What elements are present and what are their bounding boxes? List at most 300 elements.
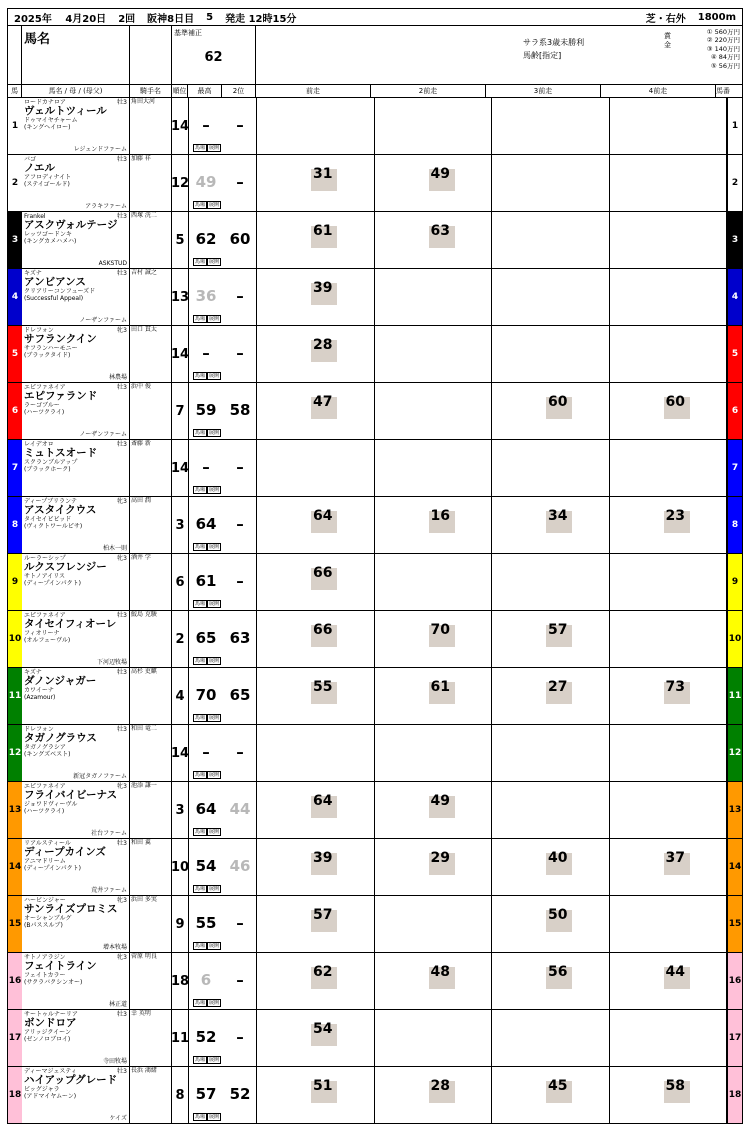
- tag-1: 馬場: [195, 202, 206, 208]
- dam-name: アリッジクイーン: [24, 1029, 71, 1036]
- past-race-4: [610, 1010, 728, 1066]
- tag-1: 馬場: [195, 430, 206, 436]
- past-race-1: [257, 326, 375, 382]
- past-race-3: [492, 269, 610, 325]
- tag-1: 馬場: [195, 829, 206, 835]
- past-race-3: [492, 839, 610, 895]
- order-rank: 7: [172, 383, 189, 439]
- past-score: 29: [430, 850, 450, 866]
- jockey-cell: [130, 383, 172, 439]
- best-scores: [189, 839, 257, 895]
- jockey-cell: [130, 98, 172, 154]
- breeder: アラキファーム: [85, 203, 127, 210]
- race-date: 2025年 4月20日: [14, 13, 107, 25]
- jockey-name: 加藤 祥: [131, 155, 151, 162]
- dam-name: スクランブルアップ: [24, 459, 78, 466]
- past-race-1: [257, 1067, 375, 1123]
- past-race-2: [375, 725, 493, 781]
- dam-name: カワイーナ: [24, 687, 54, 694]
- sex-age: 牡3: [117, 213, 127, 220]
- table-row: [7, 326, 743, 383]
- damsire-name: (キングカメハメハ): [24, 238, 77, 245]
- horse-name[interactable]: ミュトスオード: [24, 447, 98, 459]
- best-tags: [193, 942, 221, 950]
- horse-name[interactable]: エピファランド: [24, 390, 98, 402]
- horse-number-right: 10: [727, 611, 742, 667]
- horse-number: 3: [8, 212, 22, 268]
- past-race-1: [257, 497, 375, 553]
- best-score: 57: [195, 1085, 217, 1103]
- order-rank: 13: [172, 269, 189, 325]
- sex-age: 牝3: [117, 783, 127, 790]
- past-score: 64: [313, 793, 333, 809]
- past-score: 61: [430, 679, 450, 695]
- jockey-cell: [130, 896, 172, 952]
- dam-name: ドゥマイヤチャーム: [24, 117, 78, 124]
- past-race-1: [257, 839, 375, 895]
- past-score: 28: [313, 337, 333, 353]
- past-race-1: [257, 554, 375, 610]
- tag-1: 馬場: [195, 601, 206, 607]
- race-number: 5: [206, 11, 214, 23]
- breeder: ケイズ: [109, 1115, 127, 1122]
- horse-number: 15: [8, 896, 22, 952]
- best-score: –: [202, 458, 210, 476]
- past-score: 39: [313, 280, 333, 296]
- best-score: 52: [195, 1028, 217, 1046]
- best-score: 55: [195, 914, 217, 932]
- sex-age: 牝3: [117, 954, 127, 961]
- order-rank: 18: [172, 953, 189, 1009]
- sex-age: 牡3: [117, 270, 127, 277]
- jockey-cell: [130, 326, 172, 382]
- past-score: 51: [313, 1078, 333, 1094]
- jockey-name: 鮫島 克駿: [131, 611, 157, 618]
- past-race-4: [610, 326, 728, 382]
- past-score: 64: [313, 508, 333, 524]
- horse-info: [22, 155, 130, 211]
- past-race-2: [375, 497, 493, 553]
- horse-number-right: 3: [727, 212, 742, 268]
- jockey-cell: [130, 269, 172, 325]
- tag-2: 展開: [209, 145, 220, 151]
- best-scores: [189, 725, 257, 781]
- course: 芝・右外: [645, 13, 686, 25]
- horse-number: 6: [8, 383, 22, 439]
- horse-info: [22, 611, 130, 667]
- gate-col-head: [8, 26, 22, 84]
- horse-name[interactable]: ノエル: [24, 162, 55, 174]
- col-jockey: 騎手名: [130, 85, 172, 97]
- past-score: 28: [430, 1078, 450, 1094]
- horse-col-head: [22, 26, 130, 84]
- sire-name: サートゥルナーリア: [24, 1011, 78, 1018]
- horse-name[interactable]: フェイトライン: [24, 960, 97, 972]
- horse-name[interactable]: サフランクイン: [24, 333, 97, 345]
- sex-age: 牝3: [117, 327, 127, 334]
- damsire-name: (ゼンノロブロイ): [24, 1036, 71, 1043]
- tag-2: 展開: [209, 487, 220, 493]
- best-tags: [193, 657, 221, 665]
- best-scores: [189, 611, 257, 667]
- best-scores: [189, 269, 257, 325]
- race-sheet: [7, 8, 743, 1122]
- horse-info: [22, 668, 130, 724]
- horse-number: 8: [8, 497, 22, 553]
- past-race-1: [257, 725, 375, 781]
- table-row: [7, 269, 743, 326]
- breeder: ノーザンファーム: [79, 317, 127, 324]
- past-race-4: [610, 611, 728, 667]
- jockey-name: 高杉 吏麒: [131, 668, 157, 675]
- dam-name: アニマドリーム: [24, 858, 66, 865]
- horse-name[interactable]: サンライズプロミス: [24, 903, 118, 915]
- race-name: サラ系3歳未勝利: [523, 38, 585, 47]
- best-score: 61: [195, 572, 217, 590]
- dam-name: フェイトカラー: [24, 972, 66, 979]
- best-tags: [193, 999, 221, 1007]
- sex-age: 牡3: [117, 726, 127, 733]
- horse-number-right: 4: [727, 269, 742, 325]
- horse-name[interactable]: ディープカインズ: [24, 846, 106, 858]
- horse-info: [22, 725, 130, 781]
- past-race-2: [375, 98, 493, 154]
- best-tags: [193, 1113, 221, 1121]
- order-rank: 5: [172, 212, 189, 268]
- past-race-4: [610, 554, 728, 610]
- prize-4: ④ 84万円: [710, 53, 740, 62]
- table-row: [7, 839, 743, 896]
- past-race-1: [257, 440, 375, 496]
- table-row: [7, 782, 743, 839]
- col-order: 順位: [172, 87, 187, 95]
- jockey-cell: [130, 554, 172, 610]
- table-row: [7, 896, 743, 953]
- horse-number-right: 18: [727, 1067, 742, 1123]
- horse-number-right: 11: [727, 668, 742, 724]
- damsire-name: (Bパススルブ): [24, 922, 63, 929]
- horse-name[interactable]: アンビアンス: [24, 276, 86, 288]
- horse-number: 1: [8, 98, 22, 154]
- past-score: 66: [313, 622, 333, 638]
- horse-number: 13: [8, 782, 22, 838]
- past-race-2: [375, 1067, 493, 1123]
- past-score: 49: [430, 793, 450, 809]
- past-race-2: [375, 326, 493, 382]
- dam-name: フィオリーナ: [24, 630, 60, 637]
- prize-3: ③ 140万円: [706, 44, 740, 53]
- breeder: 增本牧場: [102, 944, 127, 951]
- best-scores: [189, 1010, 257, 1066]
- sire-name: ルーラーシップ: [24, 555, 66, 562]
- horse-name[interactable]: フライバイビーナス: [24, 789, 118, 801]
- damsire-name: (ディープインパクト): [24, 865, 81, 872]
- sire-name: キズナ: [24, 669, 42, 676]
- horse-info: [22, 1010, 130, 1066]
- tag-2: 展開: [209, 829, 220, 835]
- past-score: 40: [548, 850, 568, 866]
- horse-number: 11: [8, 668, 22, 724]
- tag-2: 展開: [209, 886, 220, 892]
- order-rank: 11: [172, 1010, 189, 1066]
- tag-1: 馬場: [195, 259, 206, 265]
- best-tags: [193, 144, 221, 152]
- table-row: [7, 668, 743, 725]
- table-row: [7, 155, 743, 212]
- past-score: 62: [313, 964, 333, 980]
- past-score: 31: [313, 166, 333, 182]
- second-score: –: [236, 458, 244, 476]
- horse-number-right: 14: [727, 839, 742, 895]
- horse-name[interactable]: アスクヴォルテージ: [24, 219, 118, 231]
- sex-age: 牡3: [117, 1068, 127, 1075]
- past-score: 47: [313, 394, 333, 410]
- damsire-name: (キングヘイロー): [24, 124, 71, 131]
- damsire-name: (ブラックホーク): [24, 466, 71, 473]
- past-race-4: [610, 269, 728, 325]
- past-race-3: [492, 554, 610, 610]
- past-race-2: [375, 440, 493, 496]
- second-score: 65: [229, 686, 251, 704]
- sire-name: ディープブリランテ: [24, 498, 77, 505]
- best-tags: [193, 429, 221, 437]
- jockey-name: 斎藤 新: [131, 440, 151, 447]
- dam-name: レッツゴードンキ: [24, 231, 72, 238]
- order-rank: 9: [172, 896, 189, 952]
- past-score: 34: [548, 508, 568, 524]
- jockey-cell: [130, 440, 172, 496]
- past-race-1: [257, 155, 375, 211]
- jockey-name: 幸 英明: [131, 1010, 151, 1017]
- dam-name: クリアリーコンフューズド: [24, 288, 96, 295]
- tag-2: 展開: [209, 658, 220, 664]
- breeder: 寺田牧場: [102, 1058, 127, 1065]
- sire-name: キズナ: [24, 270, 42, 277]
- best-scores: [189, 497, 257, 553]
- past-score: 60: [548, 394, 568, 410]
- table-row: [7, 953, 743, 1010]
- best-score: 54: [195, 857, 217, 875]
- past-race-1: [257, 383, 375, 439]
- tag-1: 馬場: [195, 772, 206, 778]
- col-gate-right: 馬番: [716, 87, 730, 95]
- table-row: [7, 98, 743, 155]
- jockey-name: 池添 謙一: [131, 782, 157, 789]
- tag-2: 展開: [209, 715, 220, 721]
- prize-1: ① 560万円: [706, 28, 740, 36]
- table-row: [7, 1010, 743, 1067]
- past-score: 61: [313, 223, 333, 239]
- past-race-3: [492, 782, 610, 838]
- past-race-1: [257, 953, 375, 1009]
- sex-age: 牡3: [117, 840, 127, 847]
- damsire-name: (ステイゴールド): [24, 181, 70, 188]
- past-race-1: [257, 896, 375, 952]
- tag-1: 馬場: [195, 316, 206, 322]
- past-score: 55: [313, 679, 333, 695]
- past-score: 45: [548, 1078, 568, 1094]
- dam-name: タガノグラシア: [24, 744, 66, 751]
- best-tags: [193, 372, 221, 380]
- horse-info: [22, 383, 130, 439]
- sex-age: 牡3: [117, 156, 127, 163]
- prize-5: ⑤ 56万円: [710, 61, 740, 70]
- horse-name[interactable]: ボンドロア: [24, 1017, 77, 1029]
- second-score: –: [236, 173, 244, 191]
- horse-number-right: 7: [727, 440, 742, 496]
- tag-1: 馬場: [195, 487, 206, 493]
- horse-name[interactable]: ハイアップグレード: [24, 1074, 118, 1086]
- order-rank: 12: [172, 155, 189, 211]
- jockey-cell: [130, 725, 172, 781]
- table-row: [7, 554, 743, 611]
- best-score: –: [202, 116, 210, 134]
- past-score: 58: [665, 1078, 685, 1094]
- past-race-3: [492, 611, 610, 667]
- horse-number-right: 12: [727, 725, 742, 781]
- jockey-cell: [130, 497, 172, 553]
- damsire-name: (ハーツクライ): [24, 409, 65, 416]
- order-rank: 8: [172, 1067, 189, 1123]
- order-rank: 14: [172, 326, 189, 382]
- sire-name: レイデオロ: [24, 441, 54, 448]
- past-score: 27: [548, 679, 568, 695]
- best-scores: [189, 155, 257, 211]
- sex-age: 牝3: [117, 498, 127, 505]
- horse-name[interactable]: ルクスフレンジー: [24, 561, 107, 573]
- col-info: 馬名 / 母 / (母父): [22, 85, 130, 97]
- past-race-3: [492, 98, 610, 154]
- second-score: 44: [229, 800, 251, 818]
- sex-age: 牡3: [117, 441, 127, 448]
- past-race-1: [257, 1010, 375, 1066]
- sex-age: 牝3: [117, 897, 127, 904]
- damsire-name: (ディープインパクト): [24, 580, 81, 587]
- past-race-2: [375, 554, 493, 610]
- table-row: [7, 212, 743, 269]
- tag-1: 馬場: [195, 1000, 206, 1006]
- horse-table: [7, 98, 743, 1124]
- second-score: 60: [229, 230, 251, 248]
- past-score: 54: [313, 1021, 333, 1037]
- horse-number-right: 17: [727, 1010, 742, 1066]
- past-score: 60: [665, 394, 685, 410]
- best-score: 65: [195, 629, 217, 647]
- horse-name[interactable]: ヴェルトツィール: [24, 105, 107, 117]
- prize-list: [707, 28, 740, 70]
- prize-label: 賞金: [664, 32, 671, 49]
- breeder: 下河辺牧場: [96, 659, 127, 666]
- jockey-name: 酒井 学: [131, 554, 151, 561]
- jockey-name: 浜田 多実: [131, 896, 157, 903]
- horse-number: 16: [8, 953, 22, 1009]
- tag-2: 展開: [209, 1000, 220, 1006]
- best-score: 6: [200, 971, 212, 989]
- past-race-1: [257, 98, 375, 154]
- col-second: 2位: [222, 85, 256, 97]
- best-score: 62: [195, 230, 217, 248]
- past-race-3: [492, 896, 610, 952]
- second-score: 52: [229, 1085, 251, 1103]
- sire-name: ドレフォン: [24, 327, 54, 334]
- second-score: –: [236, 287, 244, 305]
- horse-number: 17: [8, 1010, 22, 1066]
- table-row: [7, 497, 743, 554]
- past-race-2: [375, 155, 493, 211]
- horse-name[interactable]: タイセイフィオーレ: [24, 618, 117, 630]
- horse-number-right: 16: [727, 953, 742, 1009]
- tag-2: 展開: [209, 430, 220, 436]
- sire-name: サトノアラジン: [24, 954, 66, 961]
- best-scores: [189, 1067, 257, 1123]
- col-prev3: 3前走: [486, 85, 601, 97]
- sex-age: 牡3: [117, 1011, 127, 1018]
- best-scores: [189, 98, 257, 154]
- breeder: 林農場: [108, 374, 127, 381]
- damsire-name: (Successful Appeal): [24, 295, 84, 302]
- sire-name: ロードカナロア: [24, 99, 66, 106]
- past-race-4: [610, 782, 728, 838]
- horse-number: 5: [8, 326, 22, 382]
- jockey-cell: [130, 839, 172, 895]
- past-race-4: [610, 212, 728, 268]
- col-gate: 馬: [8, 85, 22, 97]
- jockey-cell: [130, 782, 172, 838]
- best-tags: [193, 315, 221, 323]
- sex-age: 牝3: [117, 555, 127, 562]
- jockey-cell: [130, 611, 172, 667]
- tag-1: 馬場: [195, 715, 206, 721]
- past-score: 49: [430, 166, 450, 182]
- horse-name[interactable]: タガノグラウス: [24, 732, 97, 744]
- tag-1: 馬場: [195, 1057, 206, 1063]
- sex-age: 牡3: [117, 384, 127, 391]
- horse-info: [22, 212, 130, 268]
- jockey-cell: [130, 1010, 172, 1066]
- horse-name[interactable]: アスタイクウス: [24, 504, 97, 516]
- horse-info: [22, 497, 130, 553]
- tag-2: 展開: [209, 202, 220, 208]
- jockey-name: 西塚 洸二: [131, 212, 157, 219]
- sire-name: ディーマジェスティ: [24, 1068, 77, 1075]
- race-conditions: [523, 36, 584, 62]
- past-race-3: [492, 326, 610, 382]
- horse-number-right: 15: [727, 896, 742, 952]
- past-score: 56: [548, 964, 568, 980]
- past-race-3: [492, 383, 610, 439]
- past-score: 16: [430, 508, 450, 524]
- best-scores: [189, 782, 257, 838]
- jockey-name: 菅原 明良: [131, 953, 157, 960]
- horse-number: 4: [8, 269, 22, 325]
- breeder: ノーザンファーム: [79, 431, 127, 438]
- horse-name[interactable]: ダノンジャガー: [24, 675, 97, 687]
- past-race-4: [610, 383, 728, 439]
- second-score: –: [236, 344, 244, 362]
- horse-info: [22, 269, 130, 325]
- breeder: レジェンドファーム: [73, 146, 127, 153]
- past-race-3: [492, 1067, 610, 1123]
- tag-1: 馬場: [195, 544, 206, 550]
- past-race-4: [610, 98, 728, 154]
- past-race-2: [375, 896, 493, 952]
- horse-number: 14: [8, 839, 22, 895]
- past-score: 37: [665, 850, 685, 866]
- past-race-4: [610, 953, 728, 1009]
- past-race-2: [375, 212, 493, 268]
- past-race-3: [492, 953, 610, 1009]
- jockey-cell: [130, 155, 172, 211]
